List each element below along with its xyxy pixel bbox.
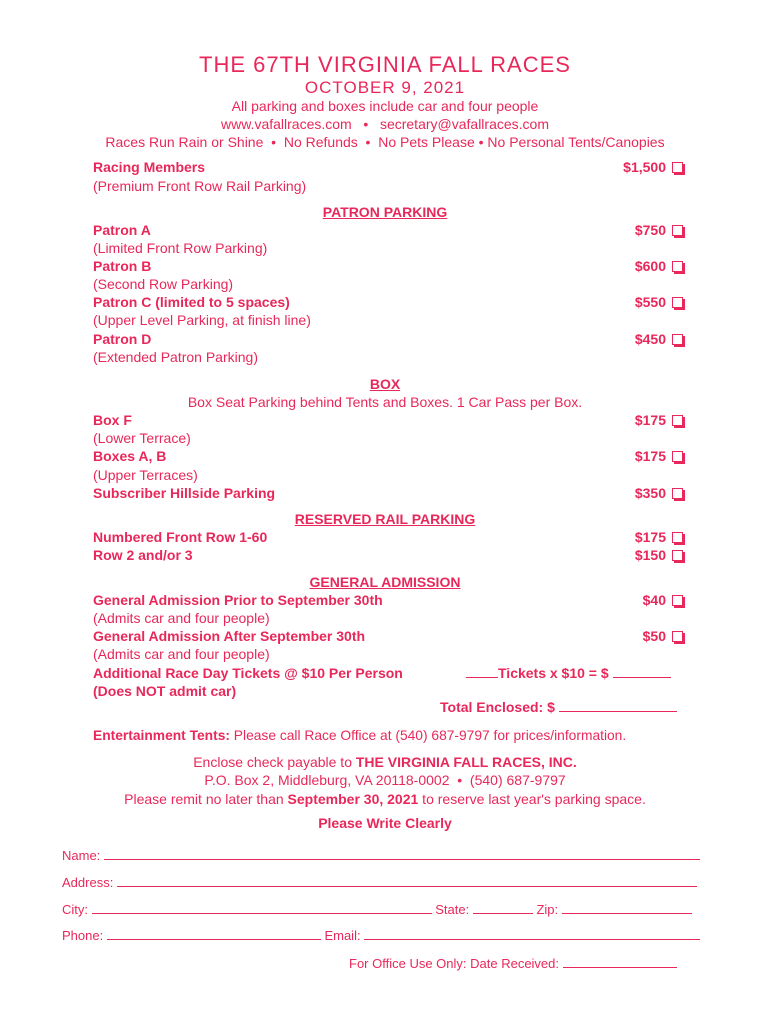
- checkbox[interactable]: [672, 451, 683, 462]
- total-field[interactable]: [559, 698, 677, 712]
- item-name: Boxes A, B: [93, 448, 167, 464]
- item-price: $50: [642, 628, 666, 644]
- item-price: $750: [634, 222, 666, 238]
- item-name: Subscriber Hillside Parking: [93, 485, 276, 501]
- item-desc: (Admits car and four people): [93, 610, 270, 626]
- item-desc: (Lower Terrace): [93, 430, 191, 446]
- checkbox[interactable]: [672, 550, 683, 561]
- item-name: Patron D: [93, 331, 152, 347]
- name-field[interactable]: [104, 846, 700, 860]
- item-price: $175: [634, 448, 666, 464]
- payable-text: Enclose check payable to: [193, 754, 356, 770]
- item-desc: (Limited Front Row Parking): [93, 240, 268, 256]
- info-line: All parking and boxes include car and four people: [231, 98, 539, 114]
- item-name: Patron C (limited to 5 spaces): [93, 294, 290, 310]
- item-price: $1,500: [623, 159, 666, 175]
- zip-field[interactable]: [562, 900, 692, 914]
- write-clearly: Please Write Clearly: [318, 815, 452, 831]
- item-price: $175: [634, 529, 666, 545]
- item-desc: (Extended Patron Parking): [93, 349, 258, 365]
- item-price: $40: [642, 592, 666, 608]
- email-field[interactable]: [364, 926, 700, 940]
- phone-label: Phone:: [62, 928, 104, 943]
- checkbox[interactable]: [672, 162, 683, 173]
- item-price: $150: [634, 547, 666, 563]
- item-name: Patron A: [93, 222, 151, 238]
- name-label: Name:: [62, 848, 101, 863]
- checkbox[interactable]: [672, 488, 683, 499]
- section-heading-ga: GENERAL ADMISSION: [309, 574, 461, 590]
- rules-line: Races Run Rain or Shine • No Refunds • No Pets Please • No Personal Tents/Canopies: [105, 134, 665, 150]
- section-heading-rail: RESERVED RAIL PARKING: [294, 511, 476, 527]
- phone-field[interactable]: [107, 926, 321, 940]
- page-title: THE 67TH VIRGINIA FALL RACES: [199, 52, 571, 77]
- checkbox[interactable]: [672, 595, 683, 606]
- item-name: General Admission After September 30th: [93, 628, 366, 644]
- tickets-amount-field[interactable]: [613, 664, 671, 678]
- item-name: Row 2 and/or 3: [93, 547, 193, 563]
- section-heading-patron: PATRON PARKING: [322, 204, 448, 220]
- payable-line: [0, 753, 770, 771]
- item-desc: (Does NOT admit car): [93, 683, 237, 699]
- checkbox[interactable]: [672, 631, 683, 642]
- entertainment-note: [93, 727, 626, 745]
- item-desc: (Admits car and four people): [93, 646, 270, 662]
- address-label: Address:: [62, 875, 114, 890]
- item-price: $350: [634, 485, 666, 501]
- date-received-field[interactable]: [563, 954, 677, 968]
- item-price: $450: [634, 331, 666, 347]
- deadline-text: Please remit no later than: [124, 791, 288, 807]
- item-price: $175: [634, 412, 666, 428]
- item-name: General Admission Prior to September 30th: [93, 592, 383, 608]
- zip-label: Zip:: [536, 902, 559, 917]
- event-date: OCTOBER 9, 2021: [304, 78, 466, 97]
- total-label: Total Enclosed: $: [440, 699, 555, 715]
- checkbox[interactable]: [672, 297, 683, 308]
- item-desc: (Premium Front Row Rail Parking): [93, 178, 307, 194]
- item-price: $550: [634, 294, 666, 310]
- tickets-calc-label: Tickets x $10 = $: [498, 665, 609, 681]
- checkbox[interactable]: [672, 415, 683, 426]
- deadline-date: September 30, 2021: [287, 791, 419, 807]
- tickets-count-field[interactable]: [466, 664, 498, 678]
- item-desc: (Upper Level Parking, at finish line): [93, 312, 311, 328]
- entertainment-text: Please call Race Office at (540) 687-9797 for prices/information.: [229, 728, 627, 743]
- entertainment-label: Entertainment Tents:: [93, 728, 230, 743]
- state-field[interactable]: [473, 900, 533, 914]
- item-price: $600: [634, 258, 666, 274]
- item-name: Numbered Front Row 1-60: [93, 529, 268, 545]
- item-name: Patron B: [93, 258, 152, 274]
- city-label: City:: [62, 902, 88, 917]
- office-use-label: For Office Use Only: Date Received:: [349, 956, 560, 971]
- email-label: Email:: [324, 928, 361, 943]
- item-desc: (Second Row Parking): [93, 276, 234, 292]
- address-line: P.O. Box 2, Middleburg, VA 20118-0002 • (540) 687-9797: [204, 772, 566, 788]
- payee: THE VIRGINIA FALL RACES, INC.: [355, 754, 577, 770]
- checkbox[interactable]: [672, 225, 683, 236]
- section-heading-box: BOX: [369, 376, 401, 392]
- item-desc: (Upper Terraces): [93, 467, 198, 483]
- item-name: Box F: [93, 412, 132, 428]
- address-field[interactable]: [117, 873, 697, 887]
- additional-tickets-label: Additional Race Day Tickets @ $10 Per Person: [93, 665, 403, 681]
- item-name: Racing Members: [93, 159, 206, 175]
- checkbox[interactable]: [672, 334, 683, 345]
- contact-line: www.vafallraces.com • secretary@vafallraces.com: [221, 116, 549, 132]
- box-note: Box Seat Parking behind Tents and Boxes. 1 Car Pass per Box.: [187, 394, 583, 410]
- deadline-line: [0, 790, 770, 808]
- checkbox[interactable]: [672, 261, 683, 272]
- checkbox[interactable]: [672, 532, 683, 543]
- state-label: State:: [435, 902, 470, 917]
- city-field[interactable]: [92, 900, 432, 914]
- deadline-text-end: to reserve last year's parking space.: [418, 791, 646, 807]
